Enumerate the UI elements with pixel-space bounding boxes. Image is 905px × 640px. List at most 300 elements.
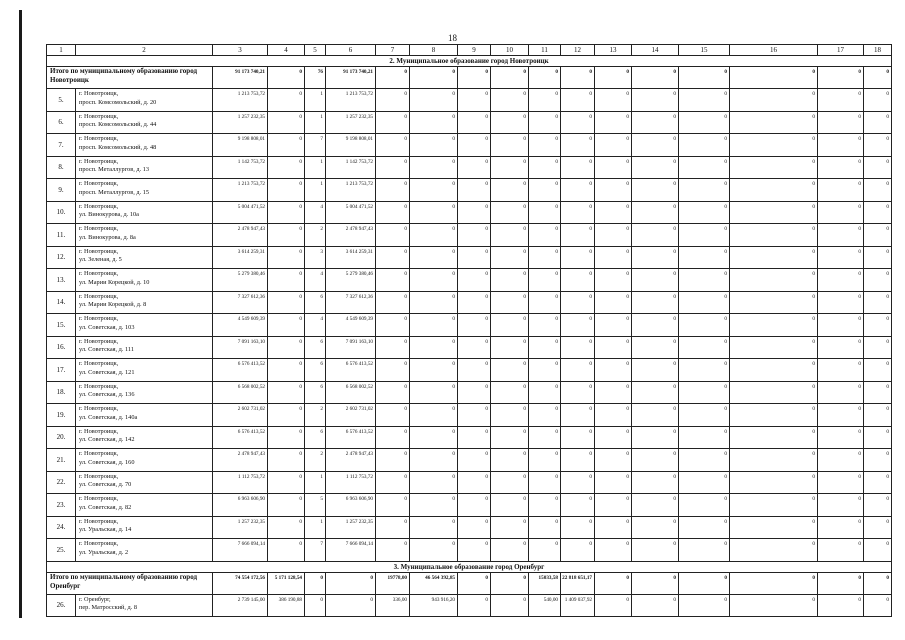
value-cell: 0 [818,471,864,494]
value-cell: 0 [268,336,305,359]
value-cell: 0 [376,246,410,269]
value-cell: 0 [458,426,491,449]
value-cell: 0 [679,246,730,269]
value-cell: 0 [529,539,561,562]
value-cell: 0 [268,179,305,202]
value-cell: 0 [529,314,561,337]
value-cell: 0 [730,246,818,269]
value-cell: 0 [529,381,561,404]
row-index: 18. [47,381,76,404]
value-cell: 0 [679,134,730,157]
value-cell: 0 [730,471,818,494]
value-cell: 1 257 232,35 [326,516,376,539]
total-value-cell: 0 [632,572,679,594]
total-value-cell: 0 [818,67,864,89]
value-cell: 0 [410,404,458,427]
value-cell: 0 [679,471,730,494]
address-cell [76,426,213,449]
value-cell: 0 [679,381,730,404]
address-cell [76,494,213,517]
value-cell: 0 [458,404,491,427]
value-cell: 0 [410,471,458,494]
value-cell: 1 213 753,72 [326,179,376,202]
value-cell: 0 [529,426,561,449]
total-value-cell: 15033,58 [529,572,561,594]
address-city: г. Новотроицк, [79,225,119,232]
value-cell: 0 [595,246,632,269]
value-cell: 0 [730,269,818,292]
address-city: г. Новотроицк, [79,450,119,457]
column-number-cell: 8 [410,45,458,56]
value-cell: 0 [491,269,529,292]
value-cell: 7 666 094,14 [213,539,268,562]
value-cell: 0 [410,156,458,179]
address-street: просп. Комсомольский, д. 44 [79,121,157,128]
value-cell: 0 [268,156,305,179]
row-index: 11. [47,224,76,247]
value-cell: 0 [561,156,595,179]
value-cell: 0 [458,291,491,314]
value-cell: 0 [632,516,679,539]
value-cell: 2 602 731,02 [326,404,376,427]
value-cell: 0 [595,404,632,427]
value-cell: 0 [595,471,632,494]
table-row [47,594,892,617]
address-city: г. Новотроицк, [79,382,119,390]
value-cell: 3 614 259,31 [213,246,268,269]
section-total-row [47,67,892,89]
value-cell: 0 [410,269,458,292]
value-cell: 0 [864,111,892,134]
address-street: ул. Советская, д. 140а [79,413,138,421]
value-cell: 0 [730,201,818,224]
total-value-cell: 0 [679,572,730,594]
value-cell: 0 [679,269,730,292]
value-cell: 0 [595,359,632,382]
table-row [47,381,892,404]
value-cell: 0 [561,111,595,134]
value-cell: 0 [595,594,632,617]
value-cell: 0 [410,291,458,314]
address-city: г. Оренбург, [79,595,111,603]
value-cell: 0 [376,156,410,179]
column-number-cell: 14 [632,45,679,56]
value-cell: 0 [864,134,892,157]
address-city: г. Новотроицк, [79,202,119,210]
column-number-cell: 7 [376,45,410,56]
value-cell: 0 [561,179,595,202]
value-cell: 0 [410,179,458,202]
row-index: 5. [47,89,76,112]
total-value-cell: 74 554 172,56 [213,572,268,594]
value-cell: 1 [305,89,326,112]
total-value-cell: 0 [491,572,529,594]
column-number-cell: 11 [529,45,561,56]
address-street: ул. Советская, д. 121 [79,368,135,376]
binding-edge-line [19,10,22,618]
value-cell: 0 [410,539,458,562]
value-cell: 0 [818,224,864,247]
value-cell: 0 [458,246,491,269]
value-cell: 0 [818,359,864,382]
value-cell: 0 [529,134,561,157]
value-cell: 0 [376,314,410,337]
value-cell: 3 614 259,31 [326,246,376,269]
value-cell: 7 327 612,36 [213,291,268,314]
value-cell: 0 [595,224,632,247]
value-cell: 0 [632,539,679,562]
address-cell [76,516,213,539]
value-cell: 7 [305,539,326,562]
row-index: 16. [47,336,76,359]
value-cell: 0 [268,201,305,224]
address-cell [76,449,213,472]
value-cell: 0 [529,404,561,427]
value-cell: 0 [595,134,632,157]
value-cell: 4 [305,201,326,224]
value-cell: 0 [818,539,864,562]
value-cell: 7 091 163,10 [213,336,268,359]
value-cell: 6 568 002,52 [213,381,268,404]
value-cell: 0 [529,494,561,517]
value-cell: 9 198 808,01 [326,134,376,157]
value-cell: 0 [632,111,679,134]
value-cell: 0 [679,404,730,427]
value-cell: 0 [268,269,305,292]
value-cell: 0 [458,471,491,494]
column-number-cell: 10 [491,45,529,56]
value-cell: 0 [818,449,864,472]
value-cell: 0 [679,156,730,179]
value-cell: 0 [376,201,410,224]
value-cell: 0 [632,314,679,337]
address-city: г. Новотроицк, [79,247,119,255]
value-cell: 0 [679,336,730,359]
total-value-cell: 76 [305,67,326,89]
total-value-cell: 0 [305,572,326,594]
value-cell: 3 [305,246,326,269]
value-cell: 0 [491,246,529,269]
value-cell: 0 [268,494,305,517]
value-cell: 0 [458,179,491,202]
value-cell: 6 [305,336,326,359]
column-number-cell: 5 [305,45,326,56]
value-cell: 0 [376,449,410,472]
value-cell: 0 [679,89,730,112]
value-cell: 0 [458,594,491,617]
value-cell: 0 [410,224,458,247]
value-cell: 943 916,20 [410,594,458,617]
address-cell [76,594,213,617]
value-cell: 0 [268,359,305,382]
value-cell: 0 [410,111,458,134]
column-number-cell: 6 [326,45,376,56]
total-value-cell: 0 [529,67,561,89]
address-city: г. Новотроицк, [79,427,119,435]
value-cell: 0 [818,314,864,337]
value-cell: 1 213 753,72 [213,89,268,112]
address-city: г. Новотроицк, [79,405,119,412]
table-row [47,134,892,157]
total-value-cell: 0 [730,67,818,89]
value-cell: 0 [458,449,491,472]
table-row [47,359,892,382]
column-number-cell: 1 [47,45,76,56]
column-number-cell: 4 [268,45,305,56]
section-title-row [47,56,892,67]
address-cell [76,471,213,494]
value-cell: 0 [818,291,864,314]
value-cell: 2 478 947,43 [213,449,268,472]
total-value-cell: 0 [730,572,818,594]
address-cell [76,539,213,562]
value-cell: 6 963 606,90 [213,494,268,517]
address-cell [76,179,213,202]
row-index: 6. [47,111,76,134]
value-cell: 6 [305,381,326,404]
value-cell: 0 [268,539,305,562]
total-value-cell: 5 171 128,54 [268,572,305,594]
table-row [47,89,892,112]
value-cell: 0 [561,539,595,562]
value-cell: 5 279 380,46 [213,269,268,292]
table-row [47,246,892,269]
address-city: г. Новотроицк, [79,135,119,142]
value-cell: 0 [376,224,410,247]
value-cell: 0 [864,539,892,562]
value-cell: 2 478 947,43 [326,224,376,247]
row-index: 26. [47,594,76,617]
value-cell: 0 [491,179,529,202]
total-value-cell: 0 [410,67,458,89]
value-cell: 0 [730,111,818,134]
address-street: ул. Уральская, д. 14 [79,526,132,533]
value-cell: 0 [679,516,730,539]
value-cell: 0 [730,539,818,562]
value-cell: 0 [458,381,491,404]
capital-repair-table [46,44,892,617]
value-cell: 4 [305,269,326,292]
table-row [47,494,892,517]
value-cell: 1 257 232,35 [326,111,376,134]
address-cell [76,381,213,404]
value-cell: 0 [679,201,730,224]
value-cell: 0 [268,471,305,494]
value-cell: 0 [561,359,595,382]
value-cell: 0 [561,291,595,314]
value-cell: 0 [491,539,529,562]
value-cell: 0 [632,134,679,157]
value-cell: 336,00 [376,594,410,617]
value-cell: 6 576 413,52 [326,426,376,449]
address-city: г. Новотроицк, [79,472,119,480]
value-cell: 0 [818,134,864,157]
value-cell: 0 [268,291,305,314]
value-cell: 0 [458,516,491,539]
section-total-label: Итого по муниципальному образованию город Оренбург [47,572,213,594]
value-cell: 0 [864,494,892,517]
value-cell: 0 [458,156,491,179]
total-value-cell: 0 [561,67,595,89]
value-cell: 0 [595,539,632,562]
address-cell [76,336,213,359]
value-cell: 0 [491,111,529,134]
value-cell: 1 [305,516,326,539]
value-cell: 0 [864,471,892,494]
value-cell: 0 [730,291,818,314]
value-cell: 0 [595,111,632,134]
address-street: ул. Советская, д. 82 [79,503,132,511]
value-cell: 0 [818,89,864,112]
table-row [47,156,892,179]
value-cell: 0 [730,449,818,472]
value-cell: 6 568 002,52 [326,381,376,404]
value-cell: 0 [730,179,818,202]
total-value-cell: 0 [818,572,864,594]
row-index: 21. [47,449,76,472]
address-cell [76,291,213,314]
address-street: ул. Винокурова, д. 10а [79,211,139,218]
value-cell: 0 [458,539,491,562]
table-row [47,201,892,224]
value-cell: 0 [632,594,679,617]
value-cell: 0 [491,471,529,494]
value-cell: 7 [305,134,326,157]
value-cell: 0 [595,89,632,112]
value-cell: 4 549 609,39 [213,314,268,337]
table-row [47,224,892,247]
value-cell: 0 [679,494,730,517]
value-cell: 1 142 753,72 [326,156,376,179]
value-cell: 0 [561,246,595,269]
total-value-cell: 46 564 392,85 [410,572,458,594]
value-cell: 1 [305,156,326,179]
address-cell [76,89,213,112]
value-cell: 0 [864,594,892,617]
value-cell: 0 [491,291,529,314]
value-cell: 0 [268,314,305,337]
total-value-cell: 0 [864,572,892,594]
value-cell: 0 [376,516,410,539]
column-number-cell: 17 [818,45,864,56]
value-cell: 0 [376,134,410,157]
column-number-cell: 16 [730,45,818,56]
address-city: г. Новотроицк, [79,112,119,120]
total-value-cell: 0 [458,67,491,89]
address-cell [76,246,213,269]
total-value-cell: 0 [679,67,730,89]
value-cell: 0 [268,381,305,404]
value-cell: 6 [305,426,326,449]
value-cell: 0 [864,156,892,179]
total-value-cell: 91 173 740,21 [326,67,376,89]
value-cell: 0 [376,381,410,404]
value-cell: 0 [864,426,892,449]
total-value-cell: 0 [595,67,632,89]
value-cell: 0 [458,224,491,247]
value-cell: 6 963 606,90 [326,494,376,517]
value-cell: 0 [818,594,864,617]
address-city: г. Новотроицк, [79,270,119,277]
row-index: 23. [47,494,76,517]
value-cell: 1 213 753,72 [326,89,376,112]
value-cell: 0 [730,336,818,359]
page-number: 18 [448,33,457,43]
value-cell: 0 [818,201,864,224]
address-cell [76,201,213,224]
value-cell: 0 [632,89,679,112]
address-city: г. Новотроицк, [79,157,119,165]
value-cell: 0 [491,449,529,472]
table-row [47,426,892,449]
value-cell: 0 [632,494,679,517]
address-cell [76,314,213,337]
value-cell: 0 [730,359,818,382]
row-index: 14. [47,291,76,314]
value-cell: 0 [632,246,679,269]
value-cell: 5 004 471,52 [213,201,268,224]
value-cell: 6 [305,359,326,382]
address-street: ул. Советская, д. 70 [79,481,132,488]
address-street: ул. Марии Корецкой, д. 8 [79,301,147,308]
address-cell [76,269,213,292]
value-cell: 0 [561,449,595,472]
value-cell: 0 [632,269,679,292]
total-value-cell: 19778,00 [376,572,410,594]
address-city: г. Новотроицк, [79,180,119,187]
total-value-cell: 0 [268,67,305,89]
value-cell: 0 [529,179,561,202]
value-cell: 0 [595,291,632,314]
value-cell: 0 [864,404,892,427]
table-row [47,269,892,292]
address-cell [76,404,213,427]
value-cell: 0 [730,381,818,404]
value-cell: 0 [818,426,864,449]
value-cell: 0 [410,449,458,472]
table-row [47,449,892,472]
total-value-cell: 0 [595,572,632,594]
total-value-cell: 0 [491,67,529,89]
table-row [47,336,892,359]
value-cell: 0 [529,449,561,472]
value-cell: 0 [864,336,892,359]
address-city: г. Новотроицк, [79,495,119,502]
value-cell: 0 [595,269,632,292]
value-cell: 7 091 163,10 [326,336,376,359]
value-cell: 0 [632,179,679,202]
value-cell: 0 [491,336,529,359]
table-row [47,404,892,427]
total-value-cell: 22 818 651,17 [561,572,595,594]
value-cell: 0 [679,539,730,562]
value-cell: 0 [491,404,529,427]
value-cell: 0 [864,246,892,269]
value-cell: 0 [410,426,458,449]
value-cell: 0 [410,359,458,382]
value-cell: 0 [561,134,595,157]
value-cell: 2 [305,224,326,247]
value-cell: 0 [595,201,632,224]
table-row [47,111,892,134]
value-cell: 0 [376,291,410,314]
value-cell: 0 [818,336,864,359]
value-cell: 0 [595,314,632,337]
value-cell: 2 739 145,00 [213,594,268,617]
value-cell: 0 [561,381,595,404]
value-cell: 0 [632,224,679,247]
value-cell: 0 [491,426,529,449]
